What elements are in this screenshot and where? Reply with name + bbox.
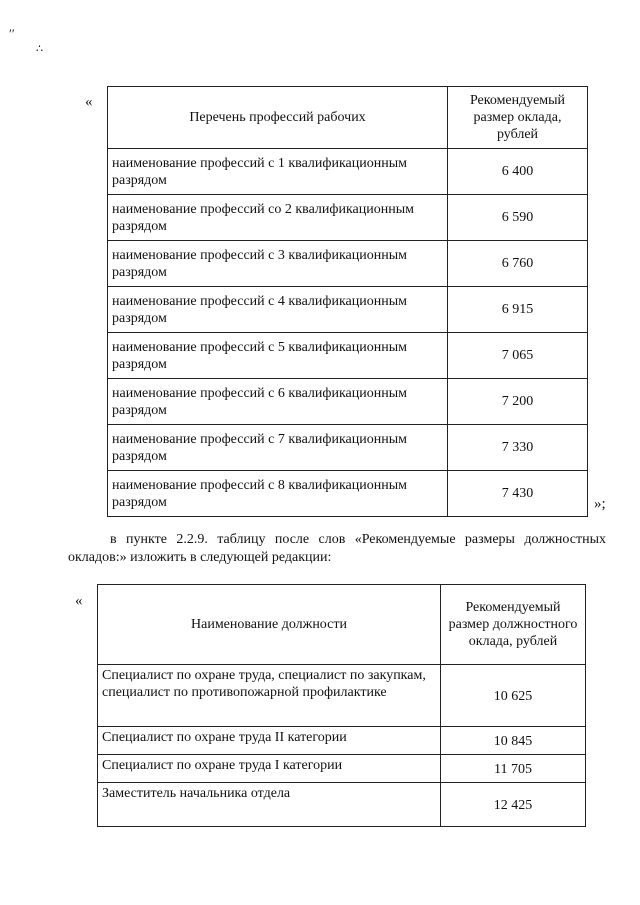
table-header-row	[98, 585, 586, 665]
salary-cell: 7 200	[448, 379, 588, 425]
column-header-salary: Рекомендуемый размер должностного оклада, рублей	[441, 585, 586, 665]
table-row	[98, 665, 586, 727]
scan-mark: ′′	[9, 26, 15, 41]
scan-mark: ∴	[36, 43, 43, 55]
opening-quote: «	[85, 94, 93, 110]
profession-cell: наименование профессий с 7 квалификационным разрядом	[108, 425, 448, 471]
closing-quote: »;	[594, 496, 606, 512]
amendment-paragraph	[68, 531, 606, 567]
table-row	[98, 755, 586, 783]
table-row	[108, 333, 588, 379]
table-row	[108, 195, 588, 241]
salary-cell: 12 425	[441, 783, 586, 827]
table-row	[108, 425, 588, 471]
column-header-salary: Рекомендуемый размер оклада, рублей	[448, 87, 588, 149]
salary-cell: 6 915	[448, 287, 588, 333]
worker-salary-table	[107, 86, 588, 517]
salary-cell: 7 330	[448, 425, 588, 471]
table-row	[108, 379, 588, 425]
profession-cell: наименование профессий со 2 квалификационным разрядом	[108, 195, 448, 241]
table-row	[108, 287, 588, 333]
salary-cell: 7 065	[448, 333, 588, 379]
column-header-profession: Перечень профессий рабочих	[108, 87, 448, 149]
position-cell: Заместитель начальника отдела	[98, 783, 441, 827]
profession-cell: наименование профессий с 8 квалификационным разрядом	[108, 471, 448, 517]
table-row	[98, 727, 586, 755]
salary-cell: 10 625	[441, 665, 586, 727]
salary-cell: 10 845	[441, 727, 586, 755]
position-cell: Специалист по охране труда I категории	[98, 755, 441, 783]
salary-cell: 6 400	[448, 149, 588, 195]
salary-cell: 11 705	[441, 755, 586, 783]
table-row	[108, 149, 588, 195]
table-row	[108, 241, 588, 287]
position-cell: Специалист по охране труда, специалист по закупкам, специалист по противопожарной профилактике	[98, 665, 441, 727]
table-row	[108, 471, 588, 517]
salary-cell: 6 590	[448, 195, 588, 241]
table-header-row	[108, 87, 588, 149]
salary-cell: 7 430	[448, 471, 588, 517]
position-salary-table	[97, 584, 586, 827]
column-header-position: Наименование должности	[98, 585, 441, 665]
profession-cell: наименование профессий с 6 квалификационным разрядом	[108, 379, 448, 425]
amendment-text: в пункте 2.2.9. таблицу после слов «Рекомендуемые размеры должностных окладов:» изложить в следующей редакции:	[68, 532, 606, 565]
profession-cell: наименование профессий с 3 квалификационным разрядом	[108, 241, 448, 287]
profession-cell: наименование профессий с 4 квалификационным разрядом	[108, 287, 448, 333]
profession-cell: наименование профессий с 5 квалификационным разрядом	[108, 333, 448, 379]
position-cell: Специалист по охране труда II категории	[98, 727, 441, 755]
salary-cell: 6 760	[448, 241, 588, 287]
table-row	[98, 783, 586, 827]
profession-cell: наименование профессий с 1 квалификационным разрядом	[108, 149, 448, 195]
opening-quote: «	[75, 593, 83, 609]
